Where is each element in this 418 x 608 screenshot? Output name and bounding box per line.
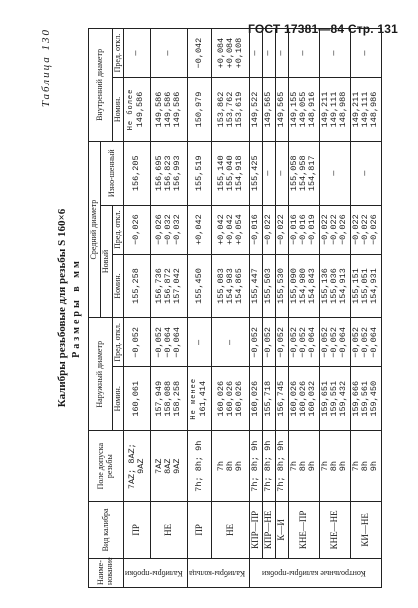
cell-value: 149,111 (329, 91, 340, 128)
cell-value: 149,211 (319, 91, 330, 128)
table-row (188, 29, 212, 588)
cell-value: 155,530 (276, 268, 287, 304)
cell-value: −0,026 (338, 214, 349, 245)
cell-value: −0,064 (172, 327, 183, 358)
cell-value: −0,016 (250, 214, 261, 245)
table-row (288, 29, 319, 588)
cell-value: 154,931 (369, 268, 380, 304)
note-not-more: Не более (127, 88, 136, 131)
cell-value: 155,051 (360, 268, 371, 304)
cell-value: 156,823 (163, 155, 174, 192)
cell-value: 155,425 (250, 155, 261, 192)
cell-value: 160,026 (215, 380, 226, 417)
cell-value: 7h; 8h; 9h (276, 440, 287, 492)
group-label (124, 558, 188, 587)
cell-value: 158,258 (172, 380, 183, 417)
cell-value: −0,052 (250, 327, 261, 358)
cell-value: 155,503 (263, 268, 274, 304)
cell-value: +0,084 (215, 37, 226, 69)
cell-value: 155,036 (329, 268, 340, 304)
cell-value: — (360, 50, 371, 56)
cell-value: 149,111 (360, 91, 371, 128)
table-row (250, 29, 263, 588)
table-row (150, 29, 187, 588)
cell-value: 155,058 (288, 155, 299, 192)
gauge-type: КПР—ПР (250, 502, 263, 558)
cell-value: −0,064 (338, 327, 349, 358)
cell-value: 157,042 (172, 268, 183, 304)
cell-value: 149,155 (288, 91, 299, 128)
cell-value: 155,447 (250, 268, 261, 304)
cell-value: 149,586 (153, 91, 164, 128)
cell-value: — (329, 50, 340, 56)
cell-value: — (298, 50, 309, 56)
cell-value: 9h (234, 461, 245, 472)
cell-value: — (263, 170, 274, 176)
cell-value: 157,949 (153, 380, 164, 417)
cell-value: 161,414 (197, 380, 208, 417)
cell-value: 153,762 (225, 91, 236, 128)
cell-value: 7h; 8h; 9h (250, 440, 261, 492)
cell-value: 149,586 (135, 91, 146, 128)
cell-value: 8h (225, 461, 236, 472)
group-label-text: Контрольные калибры-пробки (262, 569, 366, 579)
cell-value: 154,817 (307, 155, 318, 192)
cell-value: 160,061 (131, 380, 142, 417)
cell-value: −0,032 (163, 214, 174, 245)
mid-dev-header: Пред. откл. (112, 205, 124, 254)
table-subtitle: Размеры в мм (71, 258, 82, 358)
cell-value: −0,052 (350, 327, 361, 358)
table-row (124, 29, 150, 588)
cell-value: 154,980 (298, 268, 309, 304)
cell-value: +0,042 (215, 214, 226, 245)
cell-value: −0,026 (131, 214, 142, 245)
cell-value: 158,088 (163, 380, 174, 417)
cell-value: −0,052 (153, 327, 164, 358)
cell-value: 155,450 (194, 268, 205, 304)
cell-value: −0,022 (329, 214, 340, 245)
cell-value: — (329, 170, 340, 176)
cell-value: −0,042 (194, 37, 205, 69)
group-label (188, 558, 250, 587)
cell-value: 153,862 (215, 91, 226, 128)
cell-value: 149,586 (163, 91, 174, 128)
table-body (124, 29, 381, 588)
cell-value: 149,565 (263, 91, 274, 128)
gauge-type: КПР—НЕ (262, 502, 275, 558)
cell-value: +0,084 (225, 37, 236, 69)
cell-value: 160,026 (298, 380, 309, 417)
cell-value: — (194, 339, 205, 345)
cell-value: −0,052 (131, 327, 142, 358)
cell-value: 155,140 (215, 155, 226, 192)
cell-value: −0,022 (263, 214, 274, 245)
cell-value: −0,032 (172, 214, 183, 245)
cell-value: +0,042 (225, 214, 236, 245)
outer-nom-header: Номин. (112, 367, 124, 431)
cell-value: 8h (298, 461, 309, 472)
cell-value: −0,016 (288, 214, 299, 245)
cell-value: −0,052 (263, 327, 274, 358)
cell-value: −0,026 (369, 214, 380, 245)
gauge-type: К—И (275, 502, 288, 558)
cell-value: 155,718 (263, 380, 274, 417)
cell-value: 148,916 (307, 91, 318, 128)
cell-value: 7h (215, 461, 226, 472)
cell-value: 154,983 (225, 268, 236, 304)
cell-value: 149,522 (250, 91, 261, 128)
cell-value: −0,022 (350, 214, 361, 245)
mid-nom-header: Номин. (112, 254, 124, 318)
table-row (212, 29, 250, 588)
cell-value: 154,865 (234, 268, 245, 304)
cell-value: 148,988 (338, 91, 349, 128)
cell-value: −0,019 (307, 214, 318, 245)
cell-value: 159,561 (360, 380, 371, 417)
cell-value: 156,695 (153, 155, 164, 192)
gauge-type: КНЕ—ПР (288, 502, 319, 558)
cell-value: 155,151 (350, 268, 361, 304)
note-not-less: Не менее (190, 377, 199, 420)
cell-value: 156,993 (172, 155, 183, 192)
cell-value: −0,022 (360, 214, 371, 245)
cell-value: 156,872 (163, 268, 174, 304)
cell-value: 156,205 (131, 155, 142, 192)
cell-value: −0,064 (369, 327, 380, 358)
cell-value: — (163, 50, 174, 56)
col-middle-header: Средний диаметр (89, 141, 101, 318)
cell-value: 160,026 (225, 380, 236, 417)
cell-value: −0,052 (360, 327, 371, 358)
col-outer-header: Наружный диаметр (89, 318, 113, 431)
cell-value: 7h (350, 461, 361, 472)
inner-dev-header: Пред. откл. (112, 29, 124, 78)
cell-value: 155,136 (319, 268, 330, 304)
cell-value: 150,979 (194, 91, 205, 128)
cell-value: — (131, 50, 142, 56)
table-row (275, 29, 288, 588)
cell-value: 148,986 (369, 91, 380, 128)
cell-value: — (276, 170, 287, 176)
col-field-header: Поле допуска резьбы (89, 431, 124, 502)
cell-value: 149,211 (350, 91, 361, 128)
cell-value: 149,055 (298, 91, 309, 128)
cell-value: −0,052 (288, 327, 299, 358)
cell-value: 160,026 (288, 380, 299, 417)
cell-value: 156,736 (153, 268, 164, 304)
gauge-type: КИ—НЕ (350, 502, 381, 558)
cell-value: — (225, 339, 236, 345)
cell-value: 159,450 (369, 380, 380, 417)
cell-value: −0,026 (153, 214, 164, 245)
cell-value: 159,651 (319, 380, 330, 417)
cell-value: 7h; 8h; 9h (194, 440, 205, 492)
col-worn-header: Изно-шенный (100, 141, 124, 205)
cell-value: 154,918 (234, 155, 245, 192)
gauge-type: НЕ (212, 502, 250, 558)
col-type-header: Вид калибра (89, 502, 124, 558)
cell-value: — (250, 50, 261, 56)
cell-value: — (360, 170, 371, 176)
cell-value: 155,083 (215, 268, 226, 304)
table-row (319, 29, 350, 588)
col-name-header: Наиме-нование (89, 558, 124, 587)
cell-value: 9h (338, 461, 349, 472)
cell-value: 7h (319, 461, 330, 472)
cell-value: 155,258 (131, 268, 142, 304)
inner-nom-header: Номин. (112, 78, 124, 142)
cell-value: −0,052 (329, 327, 340, 358)
table-number: Таблица 130 (40, 28, 52, 108)
cell-value: 160,032 (307, 380, 318, 417)
gauge-type: ПР (124, 502, 150, 558)
cell-value: −0,064 (307, 327, 318, 358)
cell-value: — (263, 50, 274, 56)
cell-value: −0,016 (298, 214, 309, 245)
cell-value: 9h (307, 461, 318, 472)
cell-value: 160,026 (250, 380, 261, 417)
cell-value: — (276, 50, 287, 56)
cell-value: 9h (369, 461, 380, 472)
cell-value: +0,042 (194, 214, 205, 245)
page-header: ГОСТ 17381—84 Стр. 131 (247, 22, 398, 36)
cell-value: 7h (288, 461, 299, 472)
col-new-header: Новый (100, 205, 112, 318)
gauge-type: НЕ (150, 502, 187, 558)
table-row (262, 29, 275, 588)
cell-value: 154,843 (307, 268, 318, 304)
group-label-text: Калибры-кольца (189, 569, 246, 579)
cell-value: 8AZ (163, 458, 174, 474)
cell-value: −0,052 (319, 327, 330, 358)
col-inner-header: Внутренний диаметр (89, 29, 113, 142)
group-label (250, 558, 382, 587)
table-title: Калибры резьбовые для резьбы S 160×6 (56, 208, 68, 408)
cell-value: 159,666 (350, 380, 361, 417)
cell-value: 8h (360, 461, 371, 472)
cell-value: 7AZ; 8AZ; 9AZ (126, 443, 146, 490)
cell-value: −0,052 (298, 327, 309, 358)
cell-value: 8h (329, 461, 340, 472)
cell-value: −0,064 (163, 327, 174, 358)
cell-value: 155,519 (194, 155, 205, 192)
gauge-type: КНЕ—НЕ (319, 502, 350, 558)
cell-value: −0,022 (319, 214, 330, 245)
cell-value: −0,052 (276, 327, 287, 358)
cell-value: 153,619 (234, 91, 245, 128)
table-row (350, 29, 381, 588)
cell-value: +0,054 (234, 214, 245, 245)
cell-value: 155,040 (225, 155, 236, 192)
cell-value: 7h; 8h; 9h (263, 440, 274, 492)
cell-value: 159,432 (338, 380, 349, 417)
cell-value: 149,586 (172, 91, 183, 128)
cell-value: 156,745 (276, 380, 287, 417)
gauge-type: ПР (188, 502, 212, 558)
cell-value: 154,958 (298, 155, 309, 192)
cell-value: 160,026 (234, 380, 245, 417)
cell-value: 154,913 (338, 268, 349, 304)
outer-dev-header: Пред. откл. (112, 318, 124, 367)
cell-value: 149,565 (276, 91, 287, 128)
cell-value: 7AZ (153, 458, 164, 474)
cell-value: 9AZ (172, 458, 183, 474)
gauge-table (88, 28, 382, 588)
cell-value: +0,108 (234, 37, 245, 69)
cell-value: 159,551 (329, 380, 340, 417)
cell-value: 155,090 (288, 268, 299, 304)
cell-value: −0,022 (276, 214, 287, 245)
group-label-text: Калибры-пробки (125, 569, 184, 579)
